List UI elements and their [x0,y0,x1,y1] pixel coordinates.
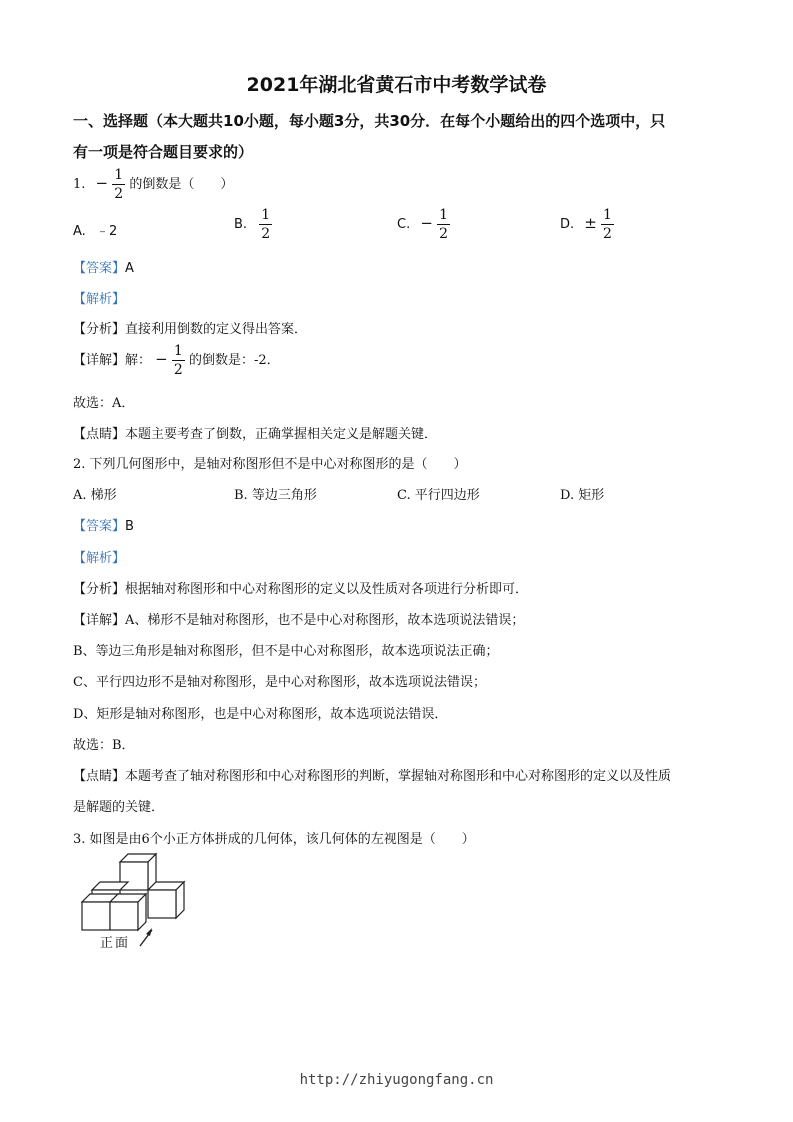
question-1 [73,168,233,201]
detail-tag: 【详解】 [73,613,126,628]
fraction-denominator: 2 [439,226,448,242]
answer-line [73,257,134,276]
option-label: A. [73,224,86,239]
answer-value: A [125,261,134,276]
answer-tag: 【答案】 [73,261,126,276]
minus-sign: − [155,350,168,368]
question-2: 2. 下列几何图形中，是轴对称图形但不是中心对称图形的是（ ） [73,457,467,472]
comment-line [73,423,437,442]
option-label: B. [234,217,248,232]
fraction-numerator: 1 [114,167,124,183]
fenxi-tag: 【分析】 [73,582,126,597]
fraction-denominator: 2 [261,226,271,242]
question-number: 1. [73,177,86,192]
comment-text: 本题考查了轴对称图形和中心对称图形的判断，掌握轴对称图形和中心对称图形的定义以及性质 [125,769,672,784]
question-3: 3. 如图是由6个小正方体拼成的几何体，该几何体的左视图是（ ） [73,832,475,847]
option-c: C. 平行四边形 [397,488,480,503]
choose-line: 故选：A． [73,396,135,411]
option-c [397,208,450,241]
detail-line-b: B、等边三角形是轴对称图形，但不是中心对称图形，故本选项说法正确； [73,644,499,659]
fraction [112,168,125,201]
analysis-fenxi [73,578,528,597]
analysis-fenxi [73,318,307,337]
option-label: C. [397,217,411,232]
section-heading-line2: 有一项是符合题目要求的） [73,143,254,161]
fraction [172,344,185,377]
comment-text: 本题主要考查了倒数，正确掌握相关定义是解题关键． [125,427,438,442]
option-b: B. 等边三角形 [234,488,317,503]
detail-line [73,344,280,377]
fraction-numerator: 1 [603,207,612,223]
figure-label: 正面 [100,936,131,951]
fraction-denominator: 2 [114,186,124,202]
fenxi-text: 直接利用倒数的定义得出答案． [125,322,308,337]
fraction-numerator: 1 [261,207,271,223]
detail-line-c: C、平行四边形不是轴对称图形，是中心对称图形，故本选项说法错误； [73,675,486,690]
fraction [437,208,450,241]
fraction-denominator: 2 [603,226,612,242]
cube-figure-drawing [78,850,190,950]
option-label: D. [560,217,575,232]
cube-figure [78,850,190,950]
answer-line [73,515,134,534]
detail-line-d: D、矩形是轴对称图形，也是中心对称图形，故本选项说法错误． [73,707,448,722]
detail-line [73,609,524,628]
option-b [234,208,272,241]
analysis-tag: 【解析】 [73,551,126,566]
fraction-denominator: 2 [173,362,183,378]
comment-line [73,765,671,784]
minus-sign: − [420,214,433,232]
detail-text: 的倒数是：-2． [188,353,280,368]
plus-minus-sign: ± [584,214,597,232]
option-text: ﹣2 [95,224,118,239]
minus-sign: − [95,174,109,192]
option-d [560,208,614,241]
fraction [601,208,614,241]
option-a [73,220,117,239]
fraction [259,208,272,241]
option-d: D. 矩形 [560,488,605,503]
comment-tag: 【点睛】 [73,427,126,442]
fenxi-tag: 【分析】 [73,322,126,337]
section-heading-line1: 一、选择题（本大题共10小题，每小题3分，共30分．在每个小题给出的四个选项中，只 [73,112,666,130]
comment-line-2: 是解题的关键． [73,800,165,815]
fenxi-text: 根据轴对称图形和中心对称图形的定义以及性质对各项进行分析即可． [125,582,529,597]
analysis-tag: 【解析】 [73,292,126,307]
detail-text: A、梯形不是轴对称图形，也不是中心对称图形，故本选项说法错误； [125,613,525,628]
fraction-numerator: 1 [173,343,183,359]
page-title: 2021年湖北省黄石市中考数学试卷 [246,74,547,96]
detail-tag: 【详解】 [73,353,126,368]
detail-prefix: 解： [125,353,152,368]
choose-line: 故选：B． [73,738,135,753]
fraction-numerator: 1 [439,207,448,223]
answer-value: B [125,519,134,534]
question-stem: 的倒数是（ ） [129,177,234,192]
comment-tag: 【点睛】 [73,769,126,784]
option-a: A. 梯形 [73,488,117,503]
footer-url[interactable]: http://zhiyugongfang.cn [299,1072,494,1088]
answer-tag: 【答案】 [73,519,126,534]
